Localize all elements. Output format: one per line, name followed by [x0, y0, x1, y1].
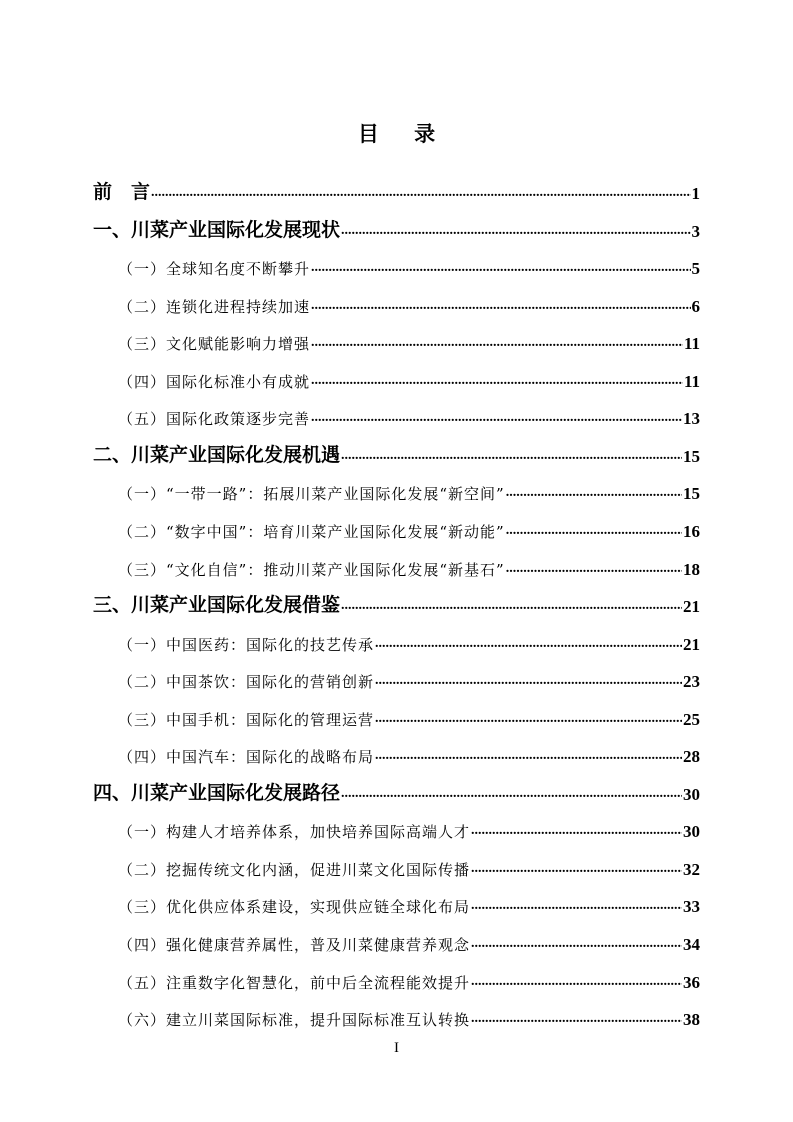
toc-chapter-entry[interactable]	[93, 433, 700, 467]
toc-section-entry[interactable]	[118, 395, 700, 429]
toc-entry-page: 3	[691, 221, 700, 241]
toc-leader-dots	[341, 449, 682, 467]
toc-leader-dots	[506, 562, 682, 580]
toc-entry-label: 一、川菜产业国际化发展现状	[93, 218, 341, 241]
toc-section-entry[interactable]	[118, 245, 700, 279]
toc-section-entry[interactable]	[118, 959, 700, 993]
toc-section-entry[interactable]	[118, 883, 700, 917]
toc-chapter-entry[interactable]	[93, 771, 700, 805]
toc-entry-label: （二）挖掘传统文化内涵，促进川菜文化国际传播	[118, 860, 471, 879]
toc-leader-dots	[471, 1012, 682, 1030]
toc-leader-dots	[471, 824, 682, 842]
toc-entry-page: 34	[683, 935, 700, 954]
toc-entry-label: （一）“一带一路”：拓展川菜产业国际化发展“新空间”	[118, 485, 505, 504]
toc-entry-label: （四）中国汽车：国际化的战略布局	[118, 748, 375, 767]
toc-section-entry[interactable]	[118, 696, 700, 730]
toc-section-entry[interactable]	[118, 658, 700, 692]
toc-leader-dots	[311, 411, 682, 429]
toc-entry-page: 21	[683, 634, 700, 654]
toc-leader-dots	[471, 937, 682, 955]
toc-entry-label: （五）国际化政策逐步完善	[118, 410, 311, 429]
toc-leader-dots	[311, 299, 690, 317]
toc-entry-page: 6	[691, 296, 700, 316]
toc-entry-label: （一）构建人才培养体系，加快培养国际高端人才	[118, 823, 471, 842]
toc-leader-dots	[375, 712, 682, 730]
toc-leader-dots	[341, 224, 690, 242]
toc-leader-dots	[506, 524, 682, 542]
toc-section-entry[interactable]	[118, 358, 700, 392]
toc-leader-dots	[471, 862, 682, 880]
toc-entry-page: 30	[683, 784, 700, 804]
toc-leader-dots	[311, 336, 683, 354]
toc-section-entry[interactable]	[118, 846, 700, 880]
toc-entry-label: 三、川菜产业国际化发展借鉴	[93, 594, 341, 617]
toc-entry-label: （五）注重数字化智慧化，前中后全流程能效提升	[118, 973, 471, 992]
toc-chapter-entry[interactable]	[93, 208, 700, 242]
toc-leader-dots	[506, 486, 682, 504]
toc-entry-page: 18	[683, 559, 700, 579]
page-number: I	[394, 1040, 399, 1056]
toc-entry-page: 13	[683, 409, 700, 429]
toc-entry-label: （四）强化健康营养属性，普及川菜健康营养观念	[118, 936, 471, 954]
toc-entry-label: （二）中国茶饮：国际化的营销创新	[118, 673, 375, 692]
toc-section-entry[interactable]	[118, 320, 700, 354]
toc-entry-page: 28	[683, 747, 700, 767]
toc-section-entry[interactable]	[118, 508, 700, 542]
toc-entry-page: 32	[683, 859, 700, 879]
toc-entry-page: 11	[683, 371, 700, 391]
toc-entry-page: 38	[683, 1010, 700, 1030]
toc-entry-label: 二、川菜产业国际化发展机遇	[93, 443, 341, 466]
toc-entry-page: 5	[691, 259, 700, 279]
page-title: 目 录	[357, 122, 450, 146]
toc-entry-page: 33	[683, 897, 700, 917]
toc-section-entry[interactable]	[118, 283, 700, 317]
toc-section-entry[interactable]	[118, 996, 700, 1030]
toc-entry-label: （二）连锁化进程持续加速	[118, 297, 311, 316]
toc-section-entry[interactable]	[118, 733, 700, 767]
toc-leader-dots	[341, 599, 682, 617]
toc-entry-page: 11	[683, 334, 700, 354]
toc-section-entry[interactable]	[118, 808, 700, 842]
toc-entry-page: 16	[683, 521, 700, 541]
toc-leader-dots	[471, 975, 682, 993]
toc-section-entry[interactable]	[118, 621, 700, 655]
toc-entry-page: 21	[683, 597, 700, 617]
toc-section-entry[interactable]	[118, 470, 700, 504]
toc-entry-label: 前 言	[93, 181, 151, 203]
toc-leader-dots	[471, 899, 682, 917]
toc-entry-label: 四、川菜产业国际化发展路径	[93, 781, 341, 804]
toc-entry-page: 23	[683, 672, 700, 692]
toc-leader-dots	[341, 787, 682, 805]
toc-leader-dots	[375, 637, 682, 655]
toc-entry-page: 15	[683, 484, 700, 504]
toc-section-entry[interactable]	[118, 546, 700, 580]
toc-entry-label: （三）文化赋能影响力增强	[118, 335, 311, 354]
toc-entry-label: （一）全球知名度不断攀升	[118, 260, 311, 279]
toc-entry-page: 15	[683, 446, 700, 466]
toc-entry-page: 25	[683, 709, 700, 729]
toc-leader-dots	[375, 749, 682, 767]
toc-chapter-entry[interactable]	[93, 170, 700, 204]
toc-leader-dots	[151, 186, 690, 204]
toc-entry-label: （四）国际化标准小有成就	[118, 372, 311, 391]
toc-entry-label: （二）“数字中国”：培育川菜产业国际化发展“新动能”	[118, 522, 505, 541]
toc-entry-label: （一）中国医药：国际化的技艺传承	[118, 635, 375, 654]
toc-entry-label: （三）中国手机：国际化的管理运营	[118, 710, 375, 729]
toc-entry-page: 36	[683, 972, 700, 992]
toc-leader-dots	[311, 261, 690, 279]
toc-entry-page: 30	[683, 822, 700, 842]
toc-entry-page: 1	[691, 184, 700, 203]
toc-leader-dots	[375, 674, 682, 692]
toc-entry-label: （六）建立川菜国际标准，提升国际标准互认转换	[118, 1011, 471, 1030]
toc-leader-dots	[311, 374, 683, 392]
toc-chapter-entry[interactable]	[93, 583, 700, 617]
toc-entry-label: （三）“文化自信”：推动川菜产业国际化发展“新基石”	[118, 560, 505, 579]
toc-section-entry[interactable]	[118, 921, 700, 955]
toc-entry-label: （三）优化供应体系建设，实现供应链全球化布局	[118, 898, 471, 917]
